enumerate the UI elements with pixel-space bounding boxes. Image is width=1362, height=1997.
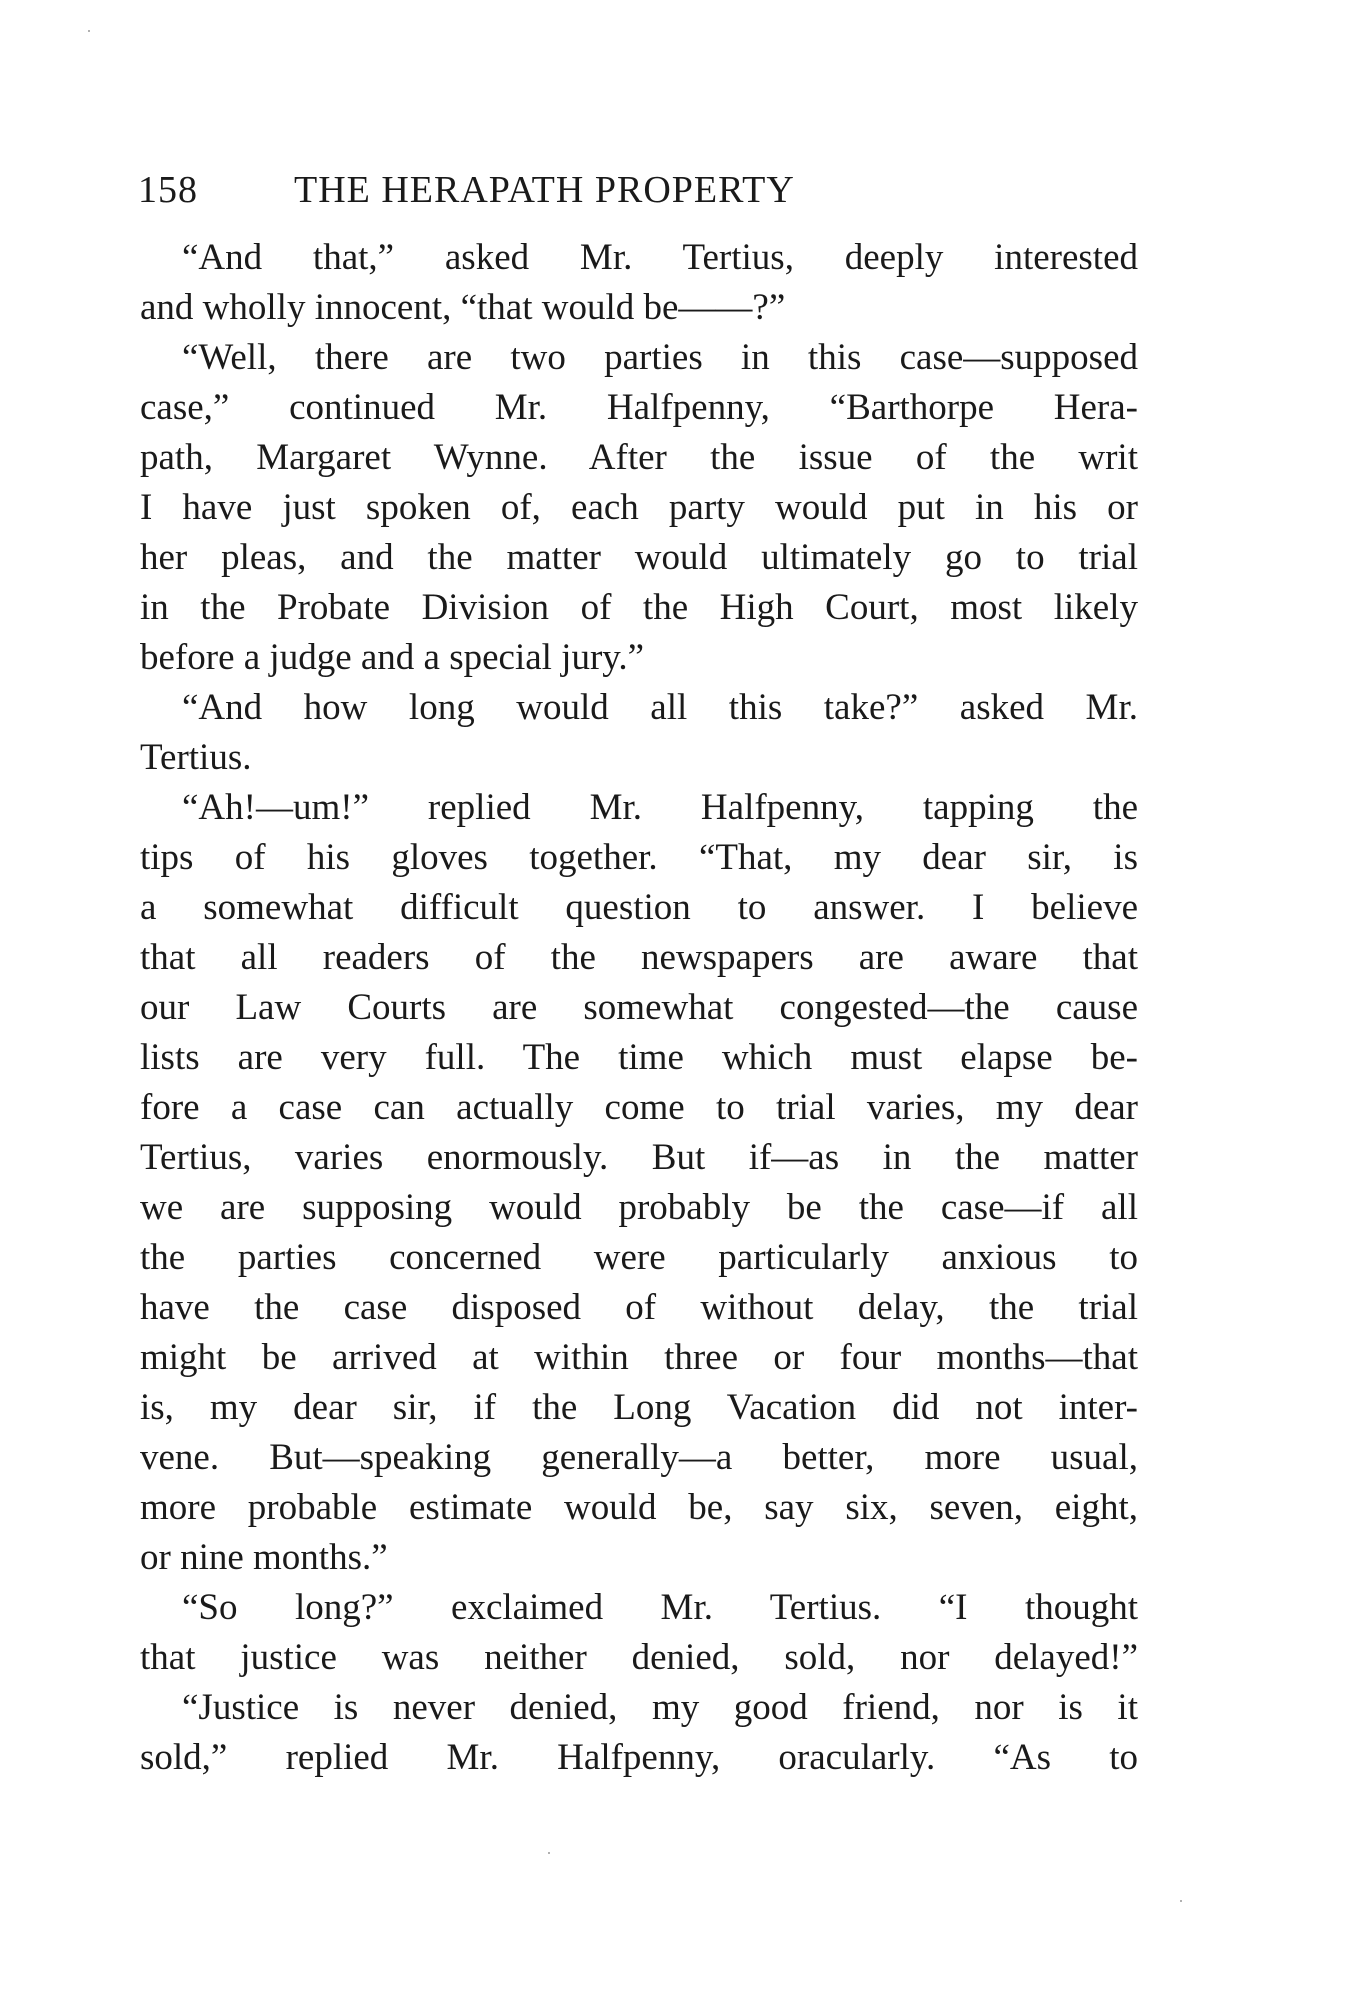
text-line: fore a case can actually come to trial varies, my dear — [140, 1087, 1138, 1128]
text-line: a somewhat difficult question to answer. I believe — [140, 887, 1138, 928]
text-line: have the case disposed of without delay, the trial — [140, 1287, 1138, 1328]
text-line: we are supposing would probably be the case—if all — [140, 1187, 1138, 1228]
text-line: that all readers of the newspapers are aware that — [140, 937, 1138, 978]
page-header — [138, 168, 1138, 228]
text-line: her pleas, and the matter would ultimately go to trial — [140, 537, 1138, 578]
text-line: “And that,” asked Mr. Tertius, deeply interested — [182, 237, 1138, 278]
text-line: Tertius. — [140, 737, 252, 778]
text-line: “And how long would all this take?” asked Mr. — [182, 687, 1138, 728]
text-line: is, my dear sir, if the Long Vacation did not inter- — [140, 1387, 1138, 1428]
running-title: THE HERAPATH PROPERTY — [294, 169, 795, 211]
text-line: before a judge and a special jury.” — [140, 637, 645, 678]
text-line: sold,” replied Mr. Halfpenny, oracularly. “As to — [140, 1737, 1138, 1778]
text-line: “Justice is never denied, my good friend, nor is it — [182, 1687, 1138, 1728]
paper-speck — [1180, 1900, 1182, 1902]
text-line: vene. But—speaking generally—a better, more usual, — [140, 1437, 1138, 1478]
text-line: our Law Courts are somewhat congested—the cause — [140, 987, 1138, 1028]
paper-speck — [548, 1852, 550, 1854]
text-line: or nine months.” — [140, 1537, 388, 1578]
text-line: that justice was neither denied, sold, nor delayed!” — [140, 1637, 1138, 1678]
text-line: lists are very full. The time which must elapse be- — [140, 1037, 1138, 1078]
text-line: “So long?” exclaimed Mr. Tertius. “I thought — [182, 1587, 1138, 1628]
text-line: tips of his gloves together. “That, my dear sir, is — [140, 837, 1138, 878]
page-number: 158 — [138, 169, 198, 211]
text-line: path, Margaret Wynne. After the issue of the writ — [140, 437, 1138, 478]
text-line: “Ah!—um!” replied Mr. Halfpenny, tapping the — [182, 787, 1138, 828]
text-line: case,” continued Mr. Halfpenny, “Barthorpe Hera- — [140, 387, 1138, 428]
text-line: the parties concerned were particularly anxious to — [140, 1237, 1138, 1278]
text-line: and wholly innocent, “that would be——?” — [140, 287, 786, 328]
text-line: might be arrived at within three or four months—that — [140, 1337, 1138, 1378]
text-line: in the Probate Division of the High Court, most likely — [140, 587, 1138, 628]
body-text — [140, 233, 1138, 1783]
text-line: Tertius, varies enormously. But if—as in the matter — [140, 1137, 1138, 1178]
text-line: “Well, there are two parties in this case—supposed — [182, 337, 1138, 378]
text-line: more probable estimate would be, say six, seven, eight, — [140, 1487, 1138, 1528]
paper-speck — [88, 30, 90, 32]
text-line: I have just spoken of, each party would put in his or — [140, 487, 1138, 528]
